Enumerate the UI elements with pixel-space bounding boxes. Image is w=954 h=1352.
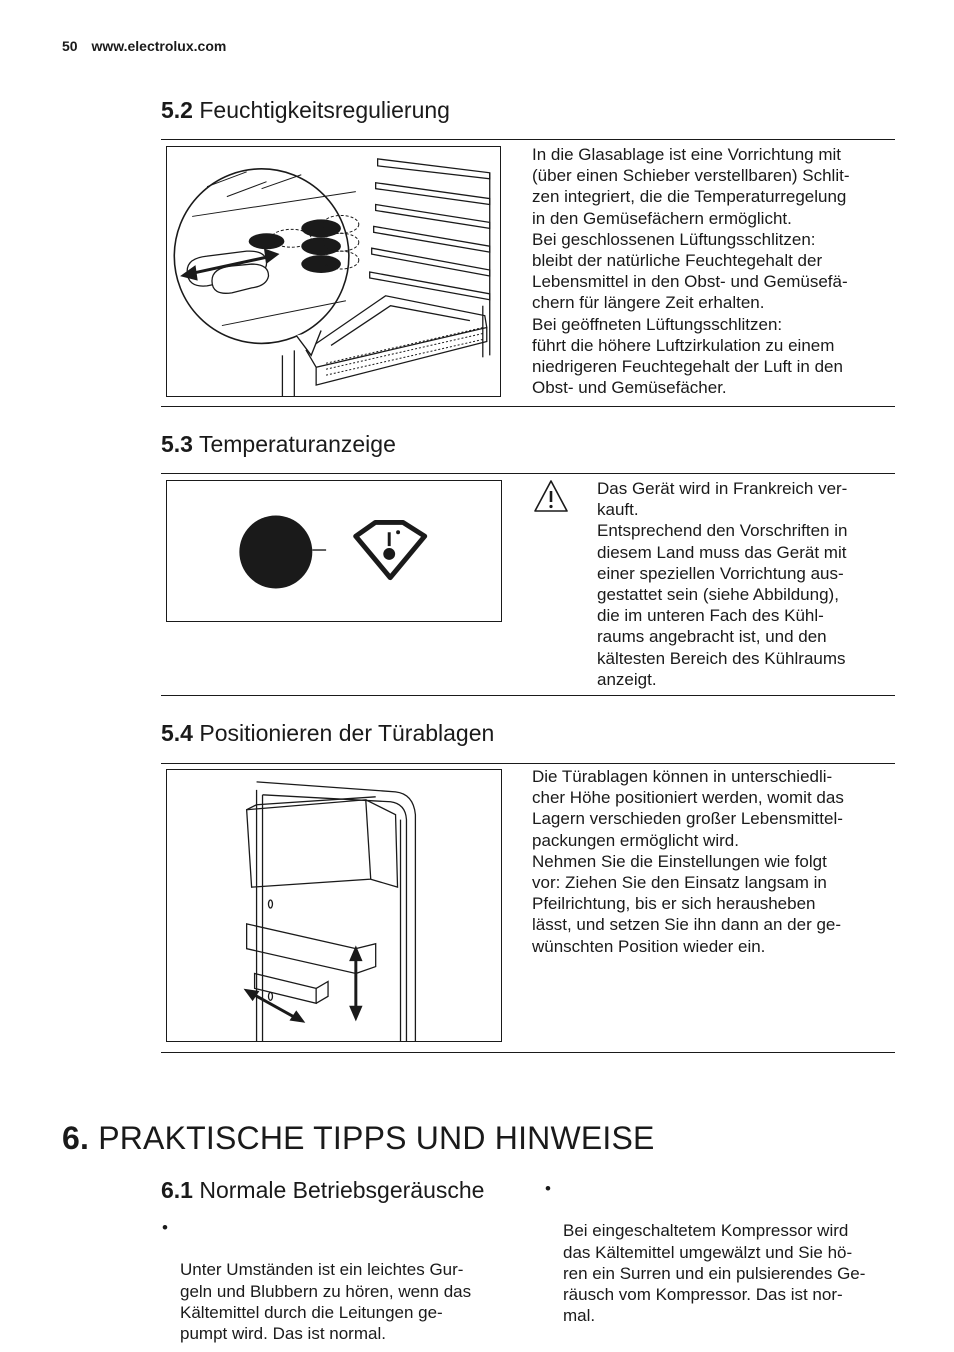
section-number: 5.4 (161, 720, 193, 746)
paragraph-5-4: Die Türablagen können in unterschiedli- cher Höhe positioniert werden, womit das Lagern verschieden großer Lebensmittel- packungen ermöglicht wird. Nehmen Sie die Einstellungen wie folgt vor: Ziehen Sie den Einsatz langsam in Pfeilrichtung, bis er sich herausheben lässt, und setzen Sie ihn dann an der ge- wünschten Position wieder ein. (532, 767, 844, 956)
indicator-drawing (167, 481, 501, 621)
divider (161, 139, 895, 140)
list-item-text: Unter Umständen ist ein leichtes Gur- geln und Blubbern zu hören, wenn das Kältemittel durch die Leitungen ge- pumpt wird. Das ist normal. (180, 1260, 472, 1344)
page-number: 50 (62, 38, 78, 54)
divider (161, 1052, 895, 1053)
humidity-slider-illustration (166, 146, 501, 397)
section-heading: Normale Betriebsgeräusche (199, 1177, 485, 1203)
divider (161, 406, 895, 407)
list-item-text: Bei eingeschaltetem Kompressor wird das Kältemittel umgewälzt und Sie hö- ren ein Surren und ein pulsierendes Ge- räusch vom Kompressor. Das ist nor- mal. (563, 1221, 866, 1326)
humidity-control-drawing (167, 147, 500, 396)
list-item (545, 1178, 866, 1326)
paragraph-5-3: Das Gerät wird in Frankreich ver- kauft. Entsprechend den Vorschriften in diesem Land muss das Gerät mit einer speziellen Vorrichtung aus- gestattet sein (siehe Abbildung), die im unteren Fach des Kühl- raums angebracht ist, und den kältesten Bereich des Kühlraums anzeigt. (597, 479, 848, 689)
chapter-heading: PRAKTISCHE TIPPS UND HINWEISE (98, 1120, 655, 1156)
bullet-icon: • (545, 1179, 551, 1198)
divider (161, 763, 895, 764)
door-shelves-drawing (167, 770, 501, 1041)
page-header (62, 38, 226, 54)
section-number: 5.2 (161, 97, 193, 123)
section-number: 5.3 (161, 431, 193, 457)
bullet-icon: • (162, 1218, 168, 1237)
section-heading: Feuchtigkeitsregulierung (199, 97, 450, 123)
section-number: 6.1 (161, 1177, 193, 1203)
section-heading: Temperaturanzeige (198, 431, 396, 457)
paragraph-5-2: In die Glasablage ist eine Vorrichtung mit (über einen Schieber verstellbaren) Schlit- zen integriert, die die Temperaturregelung in den Gemüsefächern ermöglicht. Bei geschlossenen Lüftungsschlitzen: bleibt der natürliche Feuchtegehalt der Lebensmittel in den Obst- und Gemüsefä- chern für längere Zeit erhalten. Bei geöffneten Lüftungsschlitzen: führt die höhere Luftzirkulation zu einem niedrigeren Feuchtegehalt der Luft in den Obst- und Gemüsefächer. (532, 145, 850, 398)
section-title-6-1 (161, 1177, 484, 1204)
website-link: www.electrolux.com (91, 38, 227, 54)
divider (161, 473, 895, 474)
door-shelf-illustration (166, 769, 502, 1042)
section-title-5-2 (161, 97, 450, 124)
section-title-5-3 (161, 431, 396, 458)
section-title-5-4 (161, 720, 494, 747)
temperature-indicator-illustration (166, 480, 502, 622)
divider (161, 695, 895, 696)
thermometer-indicator-icon (356, 522, 425, 577)
chapter-number: 6. (62, 1120, 90, 1156)
chapter-title-6 (62, 1120, 655, 1157)
warning-icon (532, 478, 570, 514)
list-item (162, 1217, 472, 1344)
section-heading: Positionieren der Türablagen (199, 720, 495, 746)
